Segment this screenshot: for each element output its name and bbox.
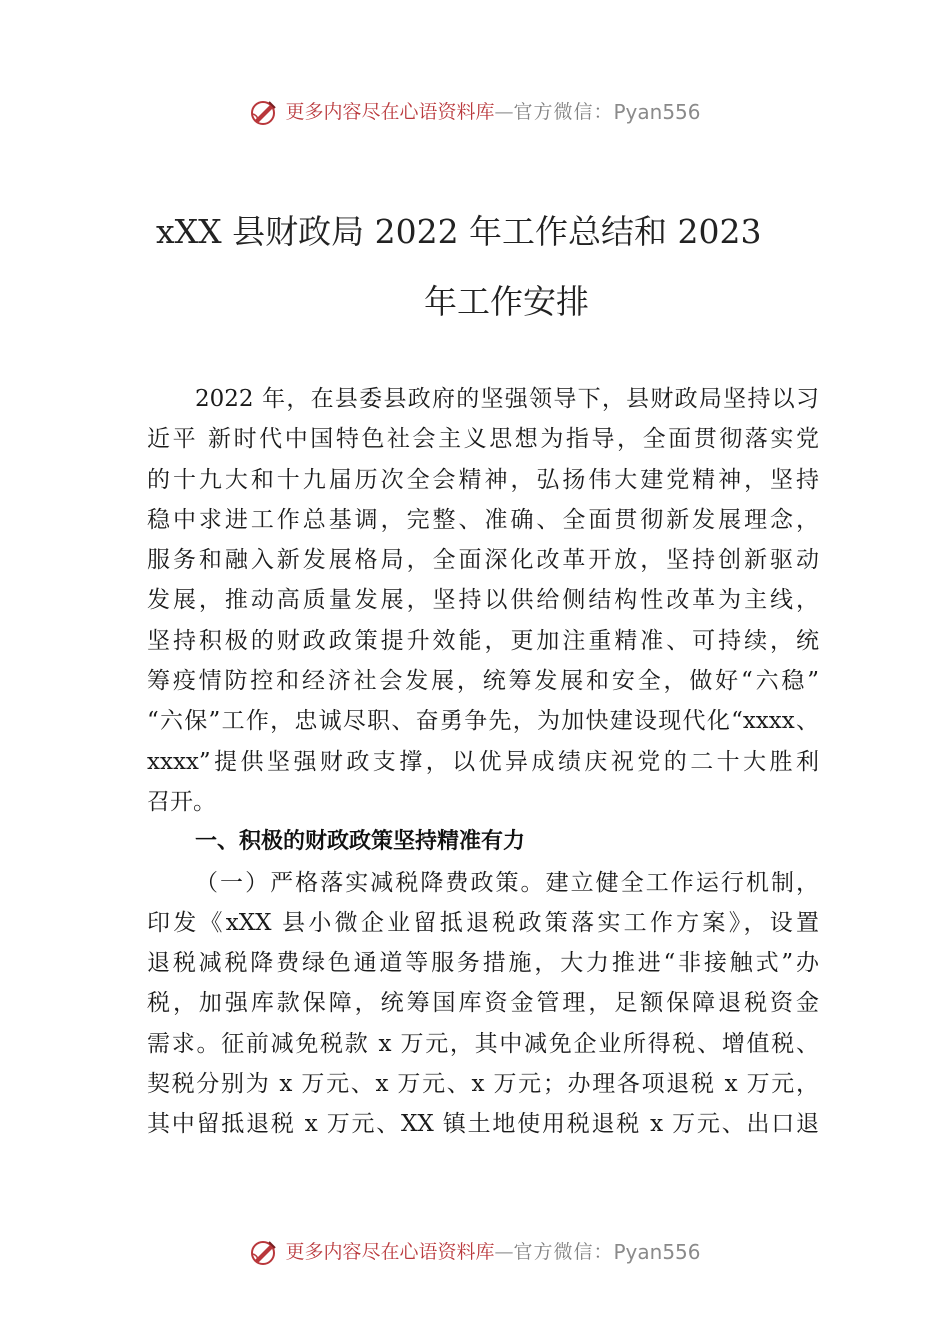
banner-main-text: 更多内容尽在心语资料库 [285,1241,495,1263]
banner-wechat-id: Pyan556 [613,100,701,124]
pen-logo-icon [249,1238,279,1266]
paragraph-line: 筹疫情防控和经济社会发展，统筹发展和安全，做好“六稳” [147,668,819,695]
banner-label: 官方微信： [513,1241,614,1263]
paragraph-line: 坚持积极的财政政策提升效能，更加注重精准、可持续，统 [147,627,819,654]
paragraph-line: xxxx”提供坚强财政支撑，以优异成绩庆祝党的二十大胜利 [147,748,819,775]
banner-wechat-id: Pyan556 [613,1240,701,1264]
paragraph-line: “六保”工作，忠诚尽职、奋勇争先，为加快建设现代化“xxxx、 [147,708,819,735]
paragraph-line: 需求。征前减免税款 x 万元，其中减免企业所得税、增值税、 [147,1030,819,1057]
paragraph-line: 退税减税降费绿色通道等服务措施，大力推进“非接触式”办 [147,950,819,977]
paragraph-line: 稳中求进工作总基调，完整、准确、全面贯彻新发展理念， [147,506,819,533]
banner-separator: — [494,1241,514,1263]
footer-watermark-banner [0,1237,950,1266]
paragraph-line: 2022 年，在县委县政府的坚强领导下，县财政局坚持以习 [195,386,819,412]
header-watermark-banner [0,97,950,126]
pen-logo-icon [249,98,279,126]
banner-separator: — [494,101,514,123]
paragraph-line: 召开。 [147,788,216,815]
paragraph-line: （一）严格落实减税降费政策。建立健全工作运行机制， [195,869,819,896]
document-title-line-2: 年工作安排 [424,282,589,321]
paragraph-line: 印发《xXX 县小微企业留抵退税政策落实工作方案》，设置 [147,909,819,936]
paragraph-line: 契税分别为 x 万元、x 万元、x 万元；办理各项退税 x 万元， [147,1071,819,1098]
paragraph-line: 发展，推动高质量发展，坚持以供给侧结构性改革为主线， [147,587,819,614]
paragraph-line: 税，加强库款保障，统筹国库资金管理，足额保障退税资金 [147,990,819,1017]
section-heading: 一、积极的财政政策坚持精准有力 [195,829,526,855]
paragraph-line: 服务和融入新发展格局，全面深化改革开放，坚持创新驱动 [147,547,819,574]
banner-main-text: 更多内容尽在心语资料库 [285,101,495,123]
document-title-line-1: xXX 县财政局 2022 年工作总结和 2023 [156,212,762,251]
paragraph-line: 的十九大和十九届历次全会精神，弘扬伟大建党精神，坚持 [147,466,819,493]
paragraph-line: 近平 新时代中国特色社会主义思想为指导，全面贯彻落实党 [147,426,819,453]
banner-label: 官方微信： [513,101,614,123]
document-body [147,379,819,1145]
paragraph-line: 其中留抵退税 x 万元、XX 镇土地使用税退税 x 万元、出口退 [147,1111,819,1138]
